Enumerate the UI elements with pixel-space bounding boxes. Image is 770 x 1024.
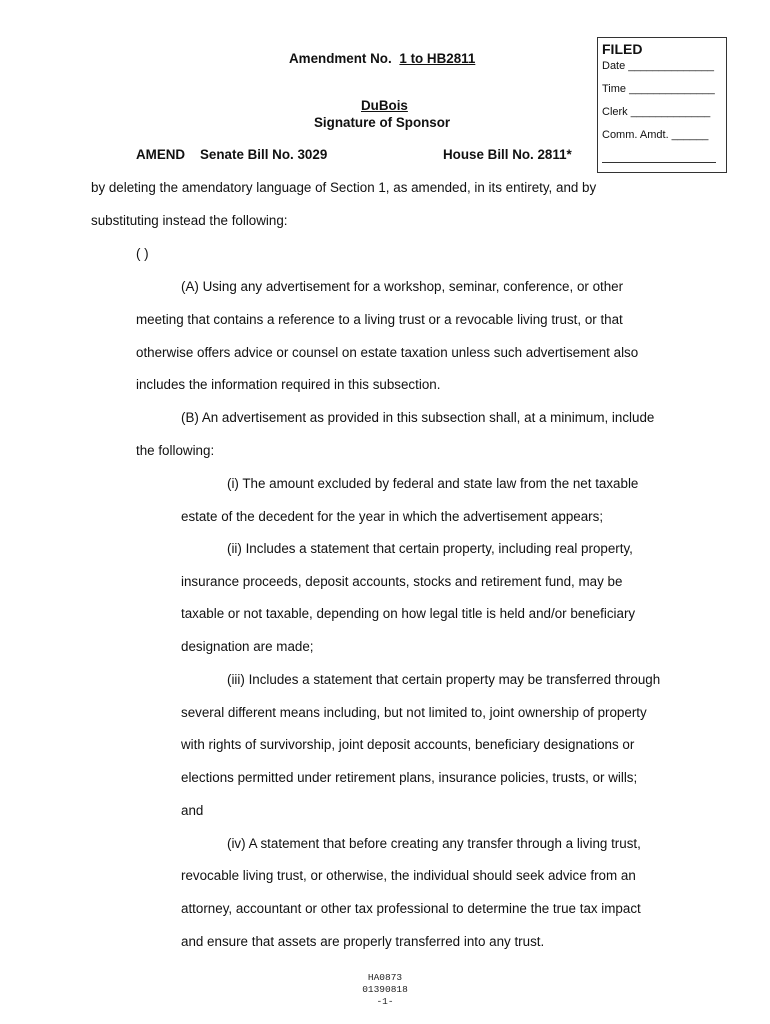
amendment-reference: 1 to HB2811 [399, 51, 476, 66]
footer-code-2: 01390818 [362, 984, 408, 995]
item-iv-line-1: (iv) A statement that before creating any transfer through a living trust, [227, 836, 641, 851]
filed-clerk: Clerk _____________ [602, 106, 711, 118]
filed-time: Time ______________ [602, 83, 715, 95]
para-a-line-3: otherwise offers advice or counsel on estate taxation unless such advertisement also [136, 345, 639, 360]
filed-stamp-box [597, 37, 727, 173]
sponsor-name: DuBois [361, 98, 408, 113]
item-iii-line-4: elections permitted under retirement plans, insurance policies, trusts, or wills; [181, 770, 638, 785]
filed-comm-amdt: Comm. Amdt. ______ [602, 129, 709, 141]
item-ii-line-4: designation are made; [181, 639, 314, 654]
amendment-prefix: Amendment No. [289, 51, 392, 66]
item-i-line-1: (i) The amount excluded by federal and state law from the net taxable [227, 476, 639, 491]
amendment-number [289, 51, 475, 66]
item-ii-line-3: taxable or not taxable, depending on how legal title is held and/or beneficiary [181, 606, 636, 621]
item-iv-line-3: attorney, accountant or other tax professional to determine the true tax impact [181, 901, 641, 916]
item-ii-line-2: insurance proceeds, deposit accounts, stocks and retirement fund, may be [181, 574, 623, 589]
item-iii-line-2: several different means including, but not limited to, joint ownership of property [181, 705, 647, 720]
item-iii-line-5: and [181, 803, 204, 818]
senate-bill-number: Senate Bill No. 3029 [200, 147, 328, 162]
para-b-line-2: the following: [136, 443, 215, 458]
page-number: -1- [376, 996, 394, 1007]
item-ii-line-1: (ii) Includes a statement that certain property, including real property, [227, 541, 633, 556]
section-paren: ( ) [136, 246, 149, 261]
item-i-line-2: estate of the decedent for the year in which the advertisement appears; [181, 509, 604, 524]
filed-title: FILED [602, 41, 643, 57]
filed-date: Date ______________ [602, 60, 714, 72]
house-bill-number: House Bill No. 2811* [443, 147, 572, 162]
footer-code-1: HA0873 [367, 972, 403, 983]
para-a-line-2: meeting that contains a reference to a living trust or a revocable living trust, or that [136, 312, 623, 327]
item-iii-line-3: with rights of survivorship, joint deposit accounts, beneficiary designations or [181, 737, 635, 752]
para-a-line-4: includes the information required in this subsection. [136, 377, 441, 392]
item-iv-line-4: and ensure that assets are properly transferred into any trust. [181, 934, 545, 949]
item-iv-line-2: revocable living trust, or otherwise, the individual should seek advice from an [181, 868, 636, 883]
item-iii-line-1: (iii) Includes a statement that certain property may be transferred through [227, 672, 661, 687]
para-a-line-1: (A) Using any advertisement for a workshop, seminar, conference, or other [181, 279, 624, 294]
amend-word: AMEND [136, 147, 186, 162]
para-b-line-1: (B) An advertisement as provided in this subsection shall, at a minimum, include [181, 410, 655, 425]
intro-line-1: by deleting the amendatory language of Section 1, as amended, in its entirety, and by [91, 180, 597, 195]
filed-blank-line [602, 162, 716, 163]
intro-line-2: substituting instead the following: [91, 213, 288, 228]
sponsor-label: Signature of Sponsor [314, 115, 451, 130]
